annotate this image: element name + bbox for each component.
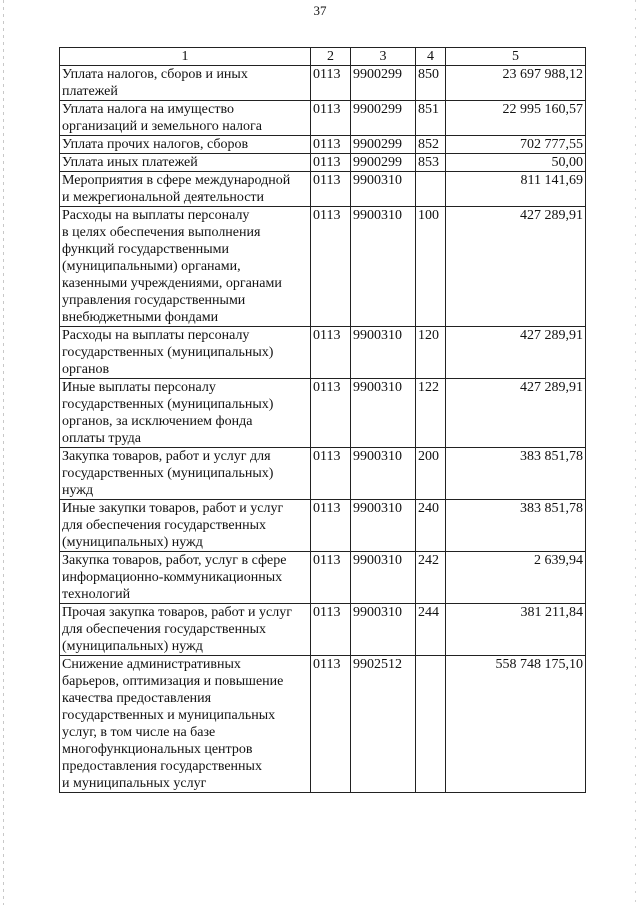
- row-name-cell: [60, 552, 311, 604]
- section-code-cell: 0113: [311, 66, 351, 101]
- expense-type-cell: 240: [416, 500, 446, 552]
- section-code-cell: 0113: [311, 656, 351, 793]
- row-name-cell: [60, 448, 311, 500]
- table-row: [60, 154, 586, 172]
- row-name-line: Уплата налога на имущество: [62, 102, 235, 117]
- row-name-line: услуг, в том числе на базе: [62, 725, 216, 740]
- row-name-line: организаций и земельного налога: [62, 119, 262, 134]
- section-code-cell: 0113: [311, 101, 351, 136]
- row-name-line: Расходы на выплаты персоналу: [62, 208, 250, 223]
- row-name-line: органов: [62, 362, 110, 377]
- expense-type-cell: 122: [416, 379, 446, 448]
- row-name-line: Расходы на выплаты персоналу: [62, 328, 250, 343]
- row-name-line: (муниципальными) органами,: [62, 259, 241, 274]
- section-code-cell: 0113: [311, 327, 351, 379]
- expense-type-cell: 850: [416, 66, 446, 101]
- amount-cell: 702 777,55: [446, 136, 586, 154]
- target-article-cell: 9900299: [351, 101, 416, 136]
- row-name-cell: [60, 656, 311, 793]
- target-article-cell: 9900310: [351, 552, 416, 604]
- table-row: [60, 552, 586, 604]
- target-article-cell: 9900299: [351, 66, 416, 101]
- row-name-line: Иные выплаты персоналу: [62, 380, 216, 395]
- table-header-row: [60, 48, 586, 66]
- header-cell-5: 5: [446, 48, 586, 66]
- section-code-cell: 0113: [311, 207, 351, 327]
- section-code-cell: 0113: [311, 136, 351, 154]
- row-name-line: Уплата налогов, сборов и иных: [62, 67, 248, 82]
- target-article-cell: 9900310: [351, 172, 416, 207]
- amount-cell: 558 748 175,10: [446, 656, 586, 793]
- row-name-line: информационно-коммуникационных: [62, 570, 283, 585]
- row-name-line: Закупка товаров, работ, услуг в сфере: [62, 553, 287, 568]
- amount-cell: 22 995 160,57: [446, 101, 586, 136]
- header-cell-3: 3: [351, 48, 416, 66]
- expense-type-cell: 851: [416, 101, 446, 136]
- row-name-line: государственных (муниципальных): [62, 397, 274, 412]
- row-name-cell: [60, 604, 311, 656]
- row-name-cell: [60, 66, 311, 101]
- row-name-cell: [60, 500, 311, 552]
- amount-cell: 383 851,78: [446, 500, 586, 552]
- expense-type-cell: 242: [416, 552, 446, 604]
- expense-type-cell: [416, 172, 446, 207]
- amount-cell: 811 141,69: [446, 172, 586, 207]
- row-name-line: функций государственными: [62, 242, 230, 257]
- row-name-line: Снижение административных: [62, 657, 241, 672]
- table-body: [60, 66, 586, 793]
- row-name-line: (муниципальных) нужд: [62, 639, 203, 654]
- target-article-cell: 9900310: [351, 604, 416, 656]
- amount-cell: 2 639,94: [446, 552, 586, 604]
- amount-cell: 427 289,91: [446, 379, 586, 448]
- amount-cell: 50,00: [446, 154, 586, 172]
- header-cell-2: 2: [311, 48, 351, 66]
- row-name-line: Прочая закупка товаров, работ и услуг: [62, 605, 292, 620]
- table-row: [60, 379, 586, 448]
- expense-type-cell: [416, 656, 446, 793]
- expense-type-cell: 120: [416, 327, 446, 379]
- amount-cell: 427 289,91: [446, 207, 586, 327]
- row-name-line: Уплата иных платежей: [62, 155, 198, 170]
- row-name-line: и межрегиональной деятельности: [62, 190, 265, 205]
- row-name-line: и муниципальных услуг: [62, 776, 207, 791]
- header-cell-4: 4: [416, 48, 446, 66]
- row-name-cell: [60, 379, 311, 448]
- expense-type-cell: 852: [416, 136, 446, 154]
- table-row: [60, 101, 586, 136]
- page-number: 37: [313, 3, 327, 18]
- row-name-line: Мероприятия в сфере международной: [62, 173, 291, 188]
- table-row: [60, 656, 586, 793]
- row-name-line: многофункциональных центров: [62, 742, 253, 757]
- header-cell-1: 1: [60, 48, 311, 66]
- section-code-cell: 0113: [311, 154, 351, 172]
- table-row: [60, 136, 586, 154]
- section-code-cell: 0113: [311, 379, 351, 448]
- section-code-cell: 0113: [311, 448, 351, 500]
- expense-type-cell: 244: [416, 604, 446, 656]
- scan-edge-left: [3, 0, 4, 905]
- row-name-line: для обеспечения государственных: [62, 518, 266, 533]
- target-article-cell: 9900310: [351, 500, 416, 552]
- expense-type-cell: 200: [416, 448, 446, 500]
- row-name-cell: [60, 172, 311, 207]
- row-name-line: государственных (муниципальных): [62, 466, 274, 481]
- row-name-line: барьеров, оптимизация и повышение: [62, 674, 284, 689]
- row-name-line: управления государственными: [62, 293, 246, 308]
- row-name-line: нужд: [62, 483, 94, 498]
- row-name-line: Уплата прочих налогов, сборов: [62, 137, 249, 152]
- target-article-cell: 9900310: [351, 379, 416, 448]
- section-code-cell: 0113: [311, 552, 351, 604]
- row-name-line: технологий: [62, 587, 131, 602]
- row-name-line: органов, за исключением фонда: [62, 414, 253, 429]
- row-name-line: в целях обеспечения выполнения: [62, 225, 261, 240]
- section-code-cell: 0113: [311, 172, 351, 207]
- amount-cell: 427 289,91: [446, 327, 586, 379]
- table-row: [60, 172, 586, 207]
- amount-cell: 23 697 988,12: [446, 66, 586, 101]
- row-name-cell: [60, 154, 311, 172]
- table-row: [60, 448, 586, 500]
- target-article-cell: 9900299: [351, 154, 416, 172]
- table-row: [60, 207, 586, 327]
- section-code-cell: 0113: [311, 500, 351, 552]
- row-name-cell: [60, 327, 311, 379]
- row-name-line: платежей: [62, 84, 118, 99]
- row-name-line: внебюджетными фондами: [62, 310, 219, 325]
- target-article-cell: 9900310: [351, 448, 416, 500]
- row-name-line: казенными учреждениями, органами: [62, 276, 282, 291]
- row-name-cell: [60, 207, 311, 327]
- table-row: [60, 500, 586, 552]
- row-name-line: (муниципальных) нужд: [62, 535, 203, 550]
- table-row: [60, 66, 586, 101]
- expense-type-cell: 100: [416, 207, 446, 327]
- row-name-cell: [60, 136, 311, 154]
- table-row: [60, 604, 586, 656]
- target-article-cell: 9900310: [351, 207, 416, 327]
- table-row: [60, 327, 586, 379]
- row-name-line: Закупка товаров, работ и услуг для: [62, 449, 271, 464]
- row-name-line: Иные закупки товаров, работ и услуг: [62, 501, 284, 516]
- scan-edge-right: [635, 0, 636, 905]
- row-name-line: оплаты труда: [62, 431, 141, 446]
- row-name-cell: [60, 101, 311, 136]
- section-code-cell: 0113: [311, 604, 351, 656]
- budget-table: [59, 47, 586, 793]
- target-article-cell: 9902512: [351, 656, 416, 793]
- target-article-cell: 9900299: [351, 136, 416, 154]
- row-name-line: качества предоставления: [62, 691, 212, 706]
- row-name-line: для обеспечения государственных: [62, 622, 266, 637]
- expense-type-cell: 853: [416, 154, 446, 172]
- amount-cell: 383 851,78: [446, 448, 586, 500]
- row-name-line: предоставления государственных: [62, 759, 262, 774]
- target-article-cell: 9900310: [351, 327, 416, 379]
- row-name-line: государственных и муниципальных: [62, 708, 276, 723]
- row-name-line: государственных (муниципальных): [62, 345, 274, 360]
- amount-cell: 381 211,84: [446, 604, 586, 656]
